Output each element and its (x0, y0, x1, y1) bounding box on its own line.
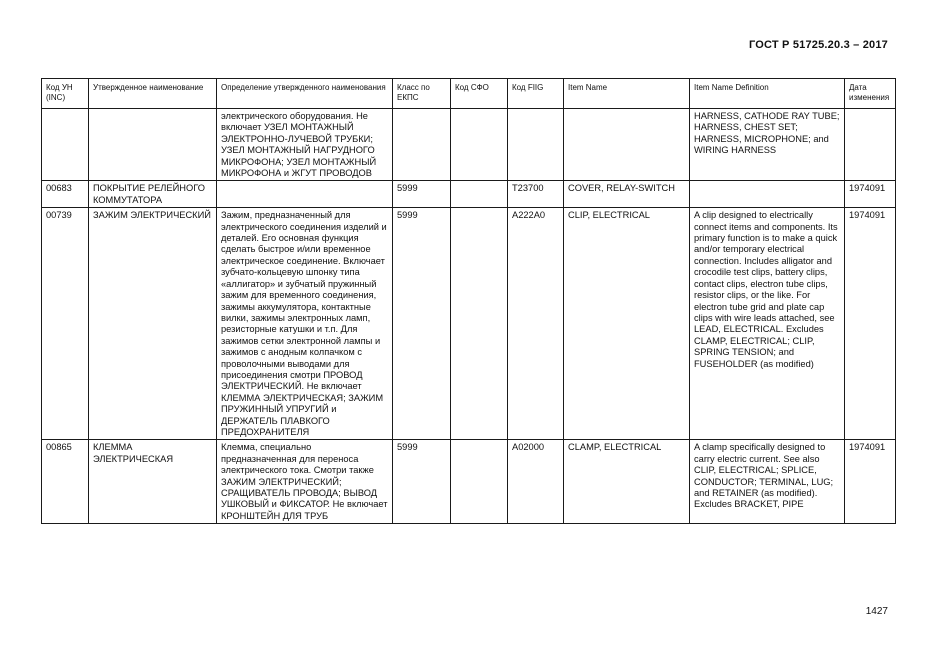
cell-change-date (845, 109, 896, 181)
column-header-sfo-code: Код СФО (451, 79, 508, 109)
cell-ekps-class: 5999 (393, 181, 451, 208)
table-header-row (42, 79, 896, 109)
cell-change-date: 1974091 (845, 208, 896, 440)
cell-fiig-code: A02000 (508, 440, 564, 524)
cell-approved-name: КЛЕММА ЭЛЕКТРИЧЕСКАЯ (89, 440, 217, 524)
column-header-name-definition: Определение утвержденного наименования (217, 79, 393, 109)
column-header-ekps-class: Класс по ЕКПС (393, 79, 451, 109)
column-header-approved-name: Утвержденное наименование (89, 79, 217, 109)
cell-inc-code: 00865 (42, 440, 89, 524)
cell-inc-code: 00683 (42, 181, 89, 208)
cell-sfo-code (451, 440, 508, 524)
column-header-inc-code: Код УН (INC) (42, 79, 89, 109)
cell-approved-name: ЗАЖИМ ЭЛЕКТРИЧЕСКИЙ (89, 208, 217, 440)
table-row (42, 109, 896, 181)
cell-ekps-class: 5999 (393, 440, 451, 524)
cell-fiig-code: A222A0 (508, 208, 564, 440)
cell-item-name: CLAMP, ELECTRICAL (564, 440, 690, 524)
table-row (42, 181, 896, 208)
cell-item-name: COVER, RELAY-SWITCH (564, 181, 690, 208)
cell-sfo-code (451, 181, 508, 208)
cell-change-date: 1974091 (845, 181, 896, 208)
cell-inc-code (42, 109, 89, 181)
cell-item-name-definition: A clamp specifically designed to carry electric current. See also CLIP, ELECTRICAL; SPLICE, CONDUCTOR; TERMINAL, LUG; and RETAINER (as modified). Excludes BRACKET, PIPE (690, 440, 845, 524)
cell-item-name: CLIP, ELECTRICAL (564, 208, 690, 440)
column-header-change-date: Дата изменения (845, 79, 896, 109)
cell-inc-code: 00739 (42, 208, 89, 440)
cell-approved-name (89, 109, 217, 181)
item-names-table (41, 78, 896, 524)
cell-item-name-definition: A clip designed to electrically connect items and components. Its primary function is to make a quick and/or temporary electrical connection. Includes alligator and crocodile test clips, battery clips, contact clips, electron tube clips, resistor clips, or the like. For electron tube grid and plate cap clips with wire leads attached, see LEAD, ELECTRICAL. Excludes CLAMP, ELECTRICAL; CLIP, SPRING TENSION; and FUSEHOLDER (as modified) (690, 208, 845, 440)
cell-ekps-class (393, 109, 451, 181)
column-header-item-name: Item Name (564, 79, 690, 109)
cell-item-name-definition (690, 181, 845, 208)
page-number: 1427 (865, 606, 888, 617)
cell-name-definition (217, 181, 393, 208)
page-header-standard: ГОСТ Р 51725.20.3 – 2017 (748, 39, 888, 51)
cell-fiig-code (508, 109, 564, 181)
cell-name-definition: Клемма, специально предназначенная для переноса электрического тока. Смотри также ЗАЖИМ ЭЛЕКТРИЧЕСКИЙ; СРАЩИВАТЕЛЬ ПРОВОДА; ВЫВОД УШКОВЫЙ и ФИКСАТОР. Не включает КРОНШТЕЙН ДЛЯ ТРУБ (217, 440, 393, 524)
column-header-item-name-definition: Item Name Definition (690, 79, 845, 109)
cell-sfo-code (451, 208, 508, 440)
table-row (42, 208, 896, 440)
cell-fiig-code: T23700 (508, 181, 564, 208)
cell-name-definition: Зажим, предназначенный для электрического соединения изделий и деталей. Его основная функция сделать быстрое и/или временное электрическое соединение. Включает зубчато-кольцевую шпонку типа «аллигатор» и зубчатый пружинный зажим для временного соединения, зажимы аккумулятора, контактные вилки, зажимы электронных ламп, резисторные катушки и т.п. Для зажимов сетки электронной лампы и зажимов с анодным колпачком с проволочными выводами для присоединения смотри ПРОВОД ЭЛЕКТРИЧЕСКИЙ. Не включает КЛЕММА ЭЛЕКТРИЧЕСКАЯ; ЗАЖИМ ПРУЖИННЫЙ УПРУГИЙ и ДЕРЖАТЕЛЬ ПЛАВКОГО ПРЕДОХРАНИТЕЛЯ (217, 208, 393, 440)
cell-sfo-code (451, 109, 508, 181)
column-header-fiig-code: Код FIIG (508, 79, 564, 109)
cell-item-name-definition: HARNESS, CATHODE RAY TUBE; HARNESS, CHEST SET; HARNESS, MICROPHONE; and WIRING HARNESS (690, 109, 845, 181)
cell-name-definition: электрического оборудования. Не включает УЗЕЛ МОНТАЖНЫЙ ЭЛЕКТРОННО-ЛУЧЕВОЙ ТРУБКИ; УЗЕЛ МОНТАЖНЫЙ НАГРУДНОГО МИКРОФОНА; УЗЕЛ МОНТАЖНЫЙ МИКРОФОНА и ЖГУТ ПРОВОДОВ (217, 109, 393, 181)
cell-item-name (564, 109, 690, 181)
table-row (42, 440, 896, 524)
cell-ekps-class: 5999 (393, 208, 451, 440)
cell-change-date: 1974091 (845, 440, 896, 524)
cell-approved-name: ПОКРЫТИЕ РЕЛЕЙНОГО КОММУТАТОРА (89, 181, 217, 208)
